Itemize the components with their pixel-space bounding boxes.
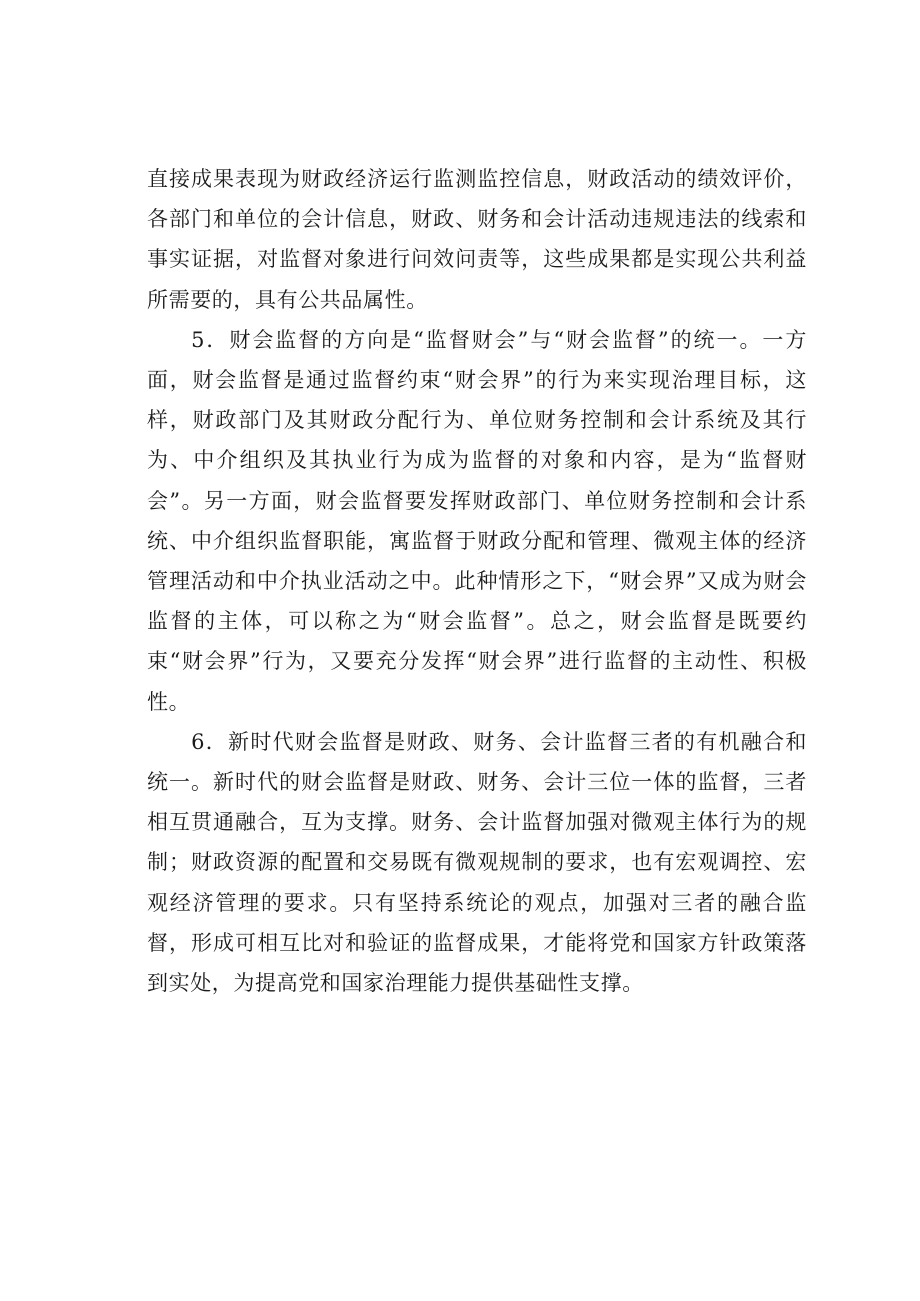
paragraph-public-goods: 直接成果表现为财政经济运行监测监控信息，财政活动的绩效评价，各部门和单位的会计信息，财政、财务和会计活动违规违法的线索和事实证据，对监督对象进行问效问责等，这些成果都是实现公共利益所需要的，具有公共品属性。: [147, 167, 807, 312]
paragraph-point-5: 5．财会监督的方向是“监督财会”与“财会监督”的统一。一方面，财会监督是通过监督约束“财会界”的行为来实现治理目标，这样，财政部门及其财政分配行为、单位财务控制和会计系统及其行为、中介组织及其执业行为成为监督的对象和内容，是为“监督财会”。另一方面，财会监督要发挥财政部门、单位财务控制和会计系统、中介组织监督职能，寓监督于财政分配和管理、微观主体的经济管理活动和中介执业活动之中。此种情形之下，“财会界”又成为财会监督的主体，可以称之为“财会监督”。总之，财会监督是既要约束“财会界”行为，又要充分发挥“财会界”进行监督的主动性、积极性。: [147, 327, 807, 714]
document-body: [147, 159, 807, 1003]
paragraph-point-6: 6．新时代财会监督是财政、财务、会计监督三者的有机融合和统一。新时代的财会监督是财政、财务、会计三位一体的监督，三者相互贯通融合，互为支撑。财务、会计监督加强对微观主体行为的规制；财政资源的配置和交易既有微观规制的要求，也有宏观调控、宏观经济管理的要求。只有坚持系统论的观点，加强对三者的融合监督，形成可相互比对和验证的监督成果，才能将党和国家方针政策落到实处，为提高党和国家治理能力提供基础性支撑。: [147, 729, 807, 996]
